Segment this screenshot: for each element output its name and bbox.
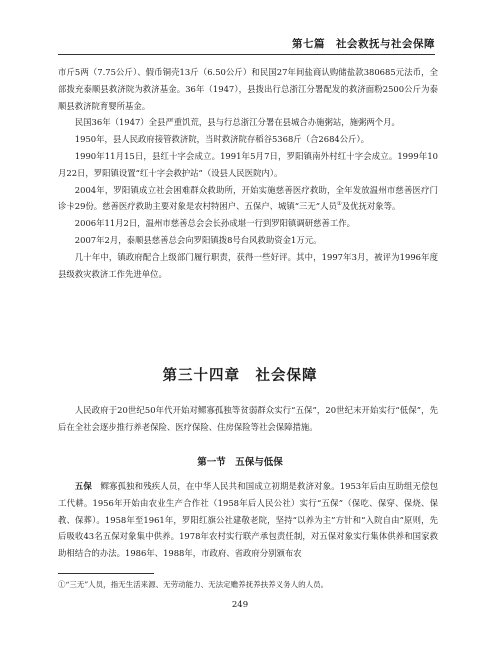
running-header: [58, 34, 435, 54]
paragraph-body: 鳏寡孤独和残疾人员，在中华人民共和国成立初期是救济对象。1953年后由互助组无偿包工代耕。1956年开始由农业生产合作社（1958年后人民公社）实行“五保”（保吃、保穿、保烧、保教、保葬）。1958年至1961年，罗阳红旗公社建敬老院，坚持“以养为主”方针和“入院自由”原则，先后吸收43名五保对象集中供养。1978年农村实行联产承包责任制，对五保对象实行集体供养和国家救助相结合的办法。1986年、1988年，市政府、省政府分别颁布农: [58, 481, 439, 559]
paragraph: 市斤5两（7.75公斤）、假币铜壳13斤（6.50公斤）和民国27年间盐商认购储盐款380685元法币，全部拨充泰顺县救济院为救济基金。36年（1947），县拨出行总浙江分署配发的救济面粉2500公斤为泰顺县救济院育婴所基金。: [58, 67, 438, 111]
footnote: ①“三无”人员，指无生活来源、无劳动能力、无法定赡养抚养扶养义务人的人员。: [58, 580, 329, 589]
paragraph: 2007年2月，泰顺县慈善总会向罗阳镇拨8号台风救助资金1万元。: [74, 234, 322, 245]
header-part: 第七篇: [292, 38, 325, 50]
header-title: [292, 36, 435, 51]
body-text-block-bottom: [58, 478, 438, 562]
page-number: 249: [231, 600, 249, 610]
chapter-intro-block: [58, 402, 438, 436]
paragraph: 2006年11月2日，温州市慈善总会会长孙成堪一行到罗阳镇调研慈善工作。: [74, 218, 355, 229]
section-title: 第一节 五保与低保: [197, 457, 283, 468]
footnote-rule: [58, 573, 154, 574]
paragraph: 1990年11月15日，县红十字会成立。1991年5月7日，罗阳镇南外村红十字会成立。1999年10月22日，罗阳镇设置“红十字会救护站”（设县人民医院内）。: [58, 150, 438, 178]
paragraph: 1950年，县人民政府接管救济院，当时救济院存稻谷5368斤（合2684公斤）。: [74, 134, 370, 145]
paragraph-five-guarantees: [58, 478, 438, 562]
paragraph-lead-term: 五保: [74, 481, 92, 491]
header-section-name: 社会救抚与社会保障: [336, 38, 435, 50]
footnote-marker: ①: [336, 201, 342, 208]
paragraph: 民国36年（1947）全县严重饥荒，县与行总浙江分署在县城合办施粥站，施粥两个月。: [74, 117, 400, 128]
paragraph: 2004年，罗阳镇成立社会困难群众救助所，开始实施慈善医疗救助，全年发放温州市慈善医疗门诊卡29份。慈善医疗救助主要对象是农村特困户、五保户、城镇“三无”人员①及优抚对象等。: [58, 184, 438, 212]
chapter-intro: 人民政府于20世纪50年代开始对鳏寡孤独等贫弱群众实行“五保”，20世纪末开始实行“低保”，先后在全社会逐步推行养老保险、医疗保险、住房保险等社会保障措施。: [58, 405, 438, 432]
paragraph: 几十年中，镇政府配合上级部门履行职责，获得一些好评。其中，1997年3月，被评为1996年度县级救灾救济工作先进单位。: [58, 251, 438, 279]
chapter-title: 第三十四章 社会保障: [162, 367, 318, 384]
header-rule: [58, 54, 435, 55]
body-text-block-top: [58, 64, 438, 282]
